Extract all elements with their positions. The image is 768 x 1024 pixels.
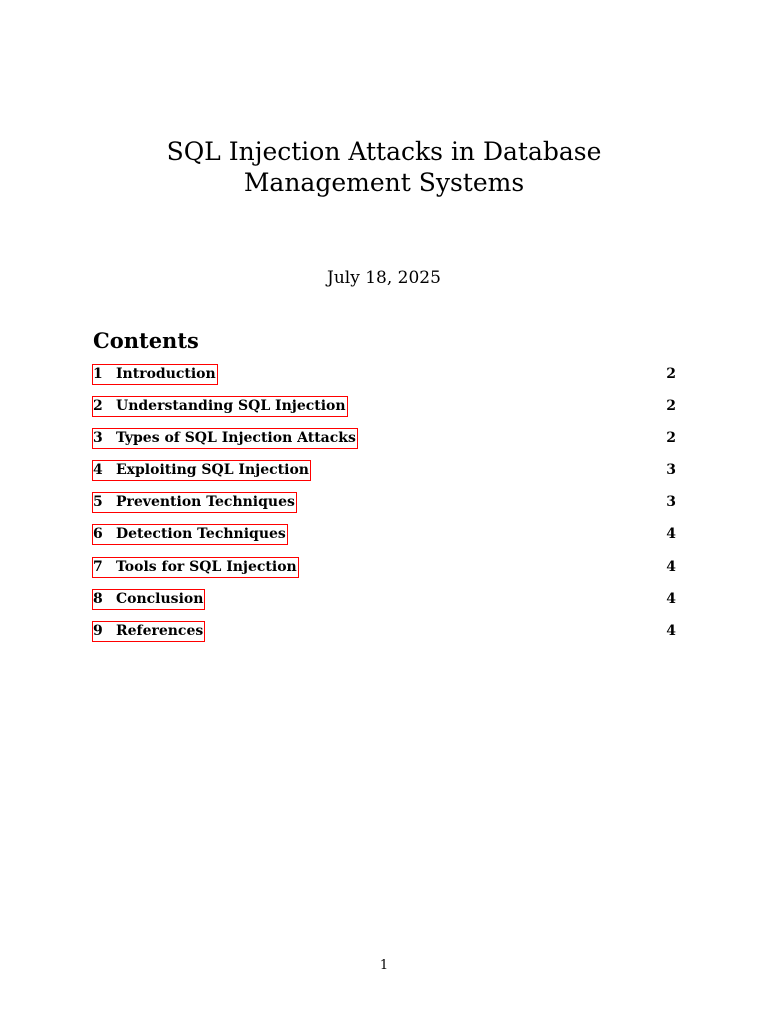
toc-page-number: 3 bbox=[666, 462, 676, 479]
document-date: July 18, 2025 bbox=[327, 268, 441, 288]
toc-link-exploiting-sql-injection[interactable] bbox=[92, 460, 311, 481]
toc-title: Exploiting SQL Injection bbox=[116, 462, 309, 479]
toc-link-types-of-sql-injection-attacks[interactable] bbox=[92, 428, 358, 449]
toc-page-number: 4 bbox=[666, 558, 676, 575]
toc-page-number: 2 bbox=[666, 430, 676, 447]
toc-page-number: 4 bbox=[666, 622, 676, 639]
document-title-line-2: Management Systems bbox=[243, 168, 525, 197]
page-number: 1 bbox=[379, 958, 389, 973]
toc-title: Conclusion bbox=[116, 590, 204, 607]
toc-page-number: 2 bbox=[666, 398, 676, 415]
toc-entry-introduction bbox=[92, 364, 676, 396]
toc-title: Prevention Techniques bbox=[116, 494, 295, 511]
toc-number: 1 bbox=[93, 366, 103, 382]
toc-number: 2 bbox=[93, 398, 103, 415]
toc-page-number: 4 bbox=[666, 526, 676, 543]
toc-number: 9 bbox=[93, 622, 103, 639]
toc-page-number: 4 bbox=[666, 590, 676, 607]
toc-title: Introduction bbox=[116, 366, 216, 382]
toc-number: 3 bbox=[93, 430, 103, 447]
toc-number: 8 bbox=[93, 590, 103, 607]
toc-entry-references bbox=[92, 621, 676, 653]
toc-link-prevention-techniques[interactable] bbox=[92, 492, 297, 513]
toc-number: 4 bbox=[93, 462, 103, 479]
toc-title: References bbox=[116, 622, 204, 639]
document-title-line-1: SQL Injection Attacks in Database bbox=[166, 137, 602, 166]
toc-number: 7 bbox=[93, 558, 103, 575]
toc-number: 5 bbox=[93, 494, 103, 511]
toc-title: Tools for SQL Injection bbox=[116, 558, 297, 575]
contents-heading: Contents bbox=[93, 328, 199, 353]
toc-page-number: 3 bbox=[666, 494, 676, 511]
toc-link-detection-techniques[interactable] bbox=[92, 524, 288, 545]
toc-entry-detection-techniques bbox=[92, 524, 676, 556]
table-of-contents bbox=[92, 364, 676, 653]
toc-title: Understanding SQL Injection bbox=[116, 398, 346, 415]
toc-entry-conclusion bbox=[92, 589, 676, 621]
toc-entry-exploiting-sql-injection bbox=[92, 460, 676, 492]
toc-entry-understanding-sql-injection bbox=[92, 396, 676, 428]
toc-entry-tools-for-sql-injection bbox=[92, 557, 676, 589]
toc-link-tools-for-sql-injection[interactable] bbox=[92, 557, 299, 578]
toc-page-number: 2 bbox=[666, 366, 676, 382]
toc-title: Types of SQL Injection Attacks bbox=[116, 430, 356, 447]
toc-title: Detection Techniques bbox=[116, 526, 286, 543]
document-title bbox=[0, 136, 768, 198]
toc-link-conclusion[interactable] bbox=[92, 589, 205, 610]
toc-link-references[interactable] bbox=[92, 621, 205, 642]
toc-link-introduction[interactable] bbox=[92, 364, 218, 385]
toc-entry-prevention-techniques bbox=[92, 492, 676, 524]
toc-entry-types-of-sql-injection-attacks bbox=[92, 428, 676, 460]
toc-link-understanding-sql-injection[interactable] bbox=[92, 396, 348, 417]
toc-number: 6 bbox=[93, 526, 103, 543]
